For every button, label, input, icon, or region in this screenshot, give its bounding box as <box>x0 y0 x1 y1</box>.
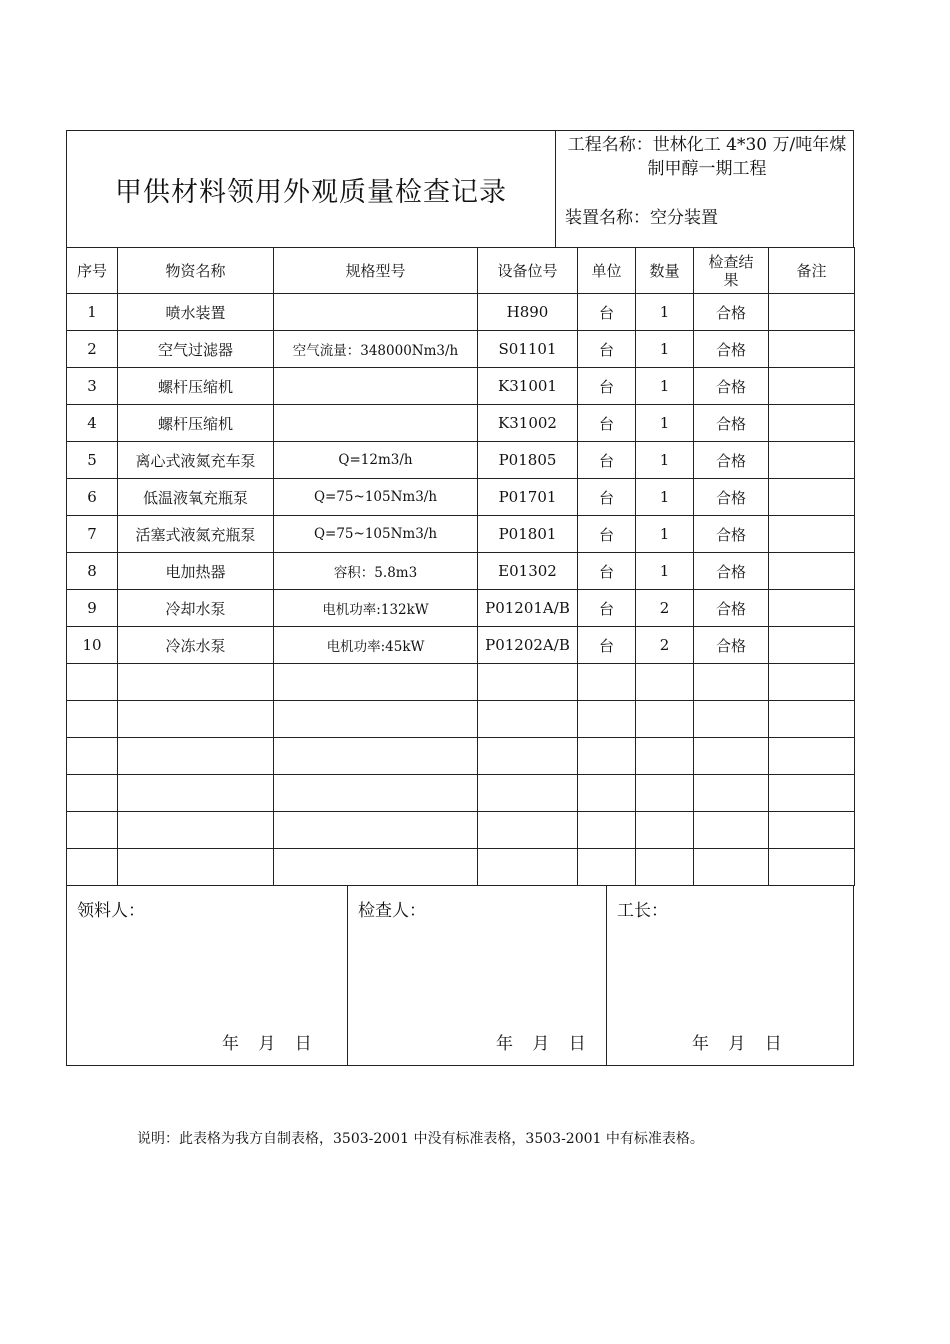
table-cell: 合格 <box>694 442 769 479</box>
table-cell: 1 <box>636 479 694 516</box>
table-cell: 合格 <box>694 553 769 590</box>
table-cell: 电加热器 <box>118 553 274 590</box>
table-cell <box>769 775 855 812</box>
table-cell <box>636 775 694 812</box>
table-cell: 1 <box>67 294 118 331</box>
table-cell: 台 <box>578 368 636 405</box>
table-cell <box>274 775 478 812</box>
foreman-cell <box>607 886 853 1065</box>
form-header <box>66 130 854 247</box>
table-cell <box>67 849 118 886</box>
table-cell: K31002 <box>478 405 578 442</box>
table-cell: 4 <box>67 405 118 442</box>
table-cell <box>694 738 769 775</box>
inspector-date: 年 月 日 <box>496 1034 586 1054</box>
table-cell: 6 <box>67 479 118 516</box>
table-row <box>67 516 855 553</box>
table-cell <box>274 849 478 886</box>
table-cell: 合格 <box>694 479 769 516</box>
table-row <box>67 590 855 627</box>
receiver-date: 年 月 日 <box>222 1034 312 1054</box>
table-cell: K31001 <box>478 368 578 405</box>
table-header-row <box>67 248 855 294</box>
table-cell: P01801 <box>478 516 578 553</box>
table-cell: 喷水装置 <box>118 294 274 331</box>
table-cell: 3 <box>67 368 118 405</box>
table-cell: 低温液氧充瓶泵 <box>118 479 274 516</box>
table-cell <box>769 368 855 405</box>
table-cell <box>274 294 478 331</box>
table-cell: 台 <box>578 590 636 627</box>
table-cell: S01101 <box>478 331 578 368</box>
table-cell: 台 <box>578 627 636 664</box>
table-cell: P01701 <box>478 479 578 516</box>
table-row <box>67 405 855 442</box>
table-cell: 10 <box>67 627 118 664</box>
table-cell <box>118 775 274 812</box>
inspector-cell <box>348 886 606 1065</box>
table-cell: 1 <box>636 368 694 405</box>
table-cell: 合格 <box>694 516 769 553</box>
table-cell <box>118 812 274 849</box>
receiver-label: 领料人： <box>77 901 145 921</box>
table-cell <box>67 738 118 775</box>
table-cell <box>769 331 855 368</box>
table-cell: 活塞式液氮充瓶泵 <box>118 516 274 553</box>
table-cell: 螺杆压缩机 <box>118 405 274 442</box>
table-row <box>67 812 855 849</box>
table-cell <box>769 294 855 331</box>
table-cell: 台 <box>578 553 636 590</box>
table-cell <box>478 664 578 701</box>
table-cell <box>636 701 694 738</box>
column-header: 单位 <box>578 248 636 294</box>
table-cell: 1 <box>636 442 694 479</box>
foreman-label: 工长： <box>617 901 668 921</box>
table-cell <box>118 738 274 775</box>
table-cell: 空气流量：348000Nm3/h <box>274 331 478 368</box>
table-cell <box>118 701 274 738</box>
table-cell: 合格 <box>694 405 769 442</box>
table-cell: E01302 <box>478 553 578 590</box>
table-cell <box>636 812 694 849</box>
table-row <box>67 331 855 368</box>
table-body <box>67 294 855 886</box>
table-cell: Q=12m3/h <box>274 442 478 479</box>
table-row <box>67 479 855 516</box>
table-cell <box>478 738 578 775</box>
column-header: 设备位号 <box>478 248 578 294</box>
table-cell <box>274 368 478 405</box>
table-cell: 1 <box>636 331 694 368</box>
table-cell: 1 <box>636 553 694 590</box>
table-cell <box>274 405 478 442</box>
table-cell: P01202A/B <box>478 627 578 664</box>
column-header: 检查结果 <box>694 248 769 294</box>
table-cell <box>274 812 478 849</box>
column-header: 规格型号 <box>274 248 478 294</box>
table-cell: 2 <box>636 627 694 664</box>
table-cell <box>769 553 855 590</box>
table-cell <box>769 738 855 775</box>
table-cell: 9 <box>67 590 118 627</box>
items-table <box>66 247 855 886</box>
table-cell <box>578 664 636 701</box>
table-cell <box>694 701 769 738</box>
table-cell <box>769 701 855 738</box>
table-cell <box>636 738 694 775</box>
header-divider <box>555 131 556 248</box>
table-cell <box>578 812 636 849</box>
inspection-form <box>66 130 854 1066</box>
table-row <box>67 849 855 886</box>
table-cell: 台 <box>578 405 636 442</box>
table-cell <box>478 849 578 886</box>
table-cell: 台 <box>578 479 636 516</box>
table-cell <box>118 849 274 886</box>
table-cell <box>769 405 855 442</box>
table-cell: 电机功率:45kW <box>274 627 478 664</box>
table-cell <box>769 664 855 701</box>
table-cell <box>769 590 855 627</box>
table-cell <box>274 738 478 775</box>
table-cell <box>67 775 118 812</box>
column-header: 数量 <box>636 248 694 294</box>
table-row <box>67 775 855 812</box>
column-header: 物资名称 <box>118 248 274 294</box>
table-cell: 1 <box>636 294 694 331</box>
table-cell: 8 <box>67 553 118 590</box>
table-row <box>67 294 855 331</box>
table-cell: 冷却水泵 <box>118 590 274 627</box>
table-cell <box>769 479 855 516</box>
table-cell <box>636 849 694 886</box>
table-cell <box>578 775 636 812</box>
table-cell: 1 <box>636 516 694 553</box>
table-cell: 螺杆压缩机 <box>118 368 274 405</box>
table-row <box>67 627 855 664</box>
table-cell: 合格 <box>694 627 769 664</box>
table-cell <box>118 664 274 701</box>
inspector-label: 检查人： <box>358 901 426 921</box>
table-cell: 合格 <box>694 590 769 627</box>
table-cell: P01805 <box>478 442 578 479</box>
unit-name: 装置名称：空分装置 <box>565 208 718 228</box>
table-cell <box>694 849 769 886</box>
table-cell <box>478 775 578 812</box>
table-cell: 2 <box>636 590 694 627</box>
column-header: 序号 <box>67 248 118 294</box>
table-cell: 容积：5.8m3 <box>274 553 478 590</box>
table-row <box>67 738 855 775</box>
form-title: 甲供材料领用外观质量检查记录 <box>115 177 507 208</box>
table-cell: H890 <box>478 294 578 331</box>
table-cell <box>769 516 855 553</box>
table-cell: 台 <box>578 294 636 331</box>
table-row <box>67 553 855 590</box>
table-cell: 台 <box>578 331 636 368</box>
table-cell: 合格 <box>694 331 769 368</box>
table-cell: 台 <box>578 442 636 479</box>
table-cell <box>478 701 578 738</box>
table-cell <box>769 627 855 664</box>
table-row <box>67 701 855 738</box>
table-cell <box>578 738 636 775</box>
table-row <box>67 442 855 479</box>
table-cell: 冷冻水泵 <box>118 627 274 664</box>
table-cell: Q=75~105Nm3/h <box>274 479 478 516</box>
table-cell <box>636 664 694 701</box>
table-cell <box>274 664 478 701</box>
table-cell: 空气过滤器 <box>118 331 274 368</box>
table-cell: 电机功率:132kW <box>274 590 478 627</box>
table-cell <box>67 812 118 849</box>
table-row <box>67 368 855 405</box>
table-cell: 2 <box>67 331 118 368</box>
footnote: 说明：此表格为我方自制表格，3503-2001 中没有标准表格，3503-2001 中有标准表格。 <box>137 1131 704 1147</box>
table-cell <box>578 849 636 886</box>
table-cell <box>694 775 769 812</box>
table-cell <box>578 701 636 738</box>
column-header: 备注 <box>769 248 855 294</box>
table-cell <box>67 701 118 738</box>
table-cell <box>67 664 118 701</box>
table-row <box>67 664 855 701</box>
table-cell: Q=75~105Nm3/h <box>274 516 478 553</box>
table-cell: 离心式液氮充车泵 <box>118 442 274 479</box>
table-cell: 合格 <box>694 294 769 331</box>
table-cell <box>769 812 855 849</box>
table-cell: 7 <box>67 516 118 553</box>
table-cell <box>694 664 769 701</box>
signature-section <box>66 886 854 1066</box>
table-cell: 台 <box>578 516 636 553</box>
table-cell <box>769 442 855 479</box>
receiver-cell <box>67 886 347 1065</box>
table-cell <box>478 812 578 849</box>
project-name: 工程名称：世林化工 4*30 万/吨年煤制甲醇一期工程 <box>567 135 847 179</box>
table-cell <box>769 849 855 886</box>
table-cell: P01201A/B <box>478 590 578 627</box>
table-cell: 合格 <box>694 368 769 405</box>
table-cell: 1 <box>636 405 694 442</box>
table-cell <box>694 812 769 849</box>
foreman-date: 年 月 日 <box>692 1034 782 1054</box>
table-cell <box>274 701 478 738</box>
table-cell: 5 <box>67 442 118 479</box>
